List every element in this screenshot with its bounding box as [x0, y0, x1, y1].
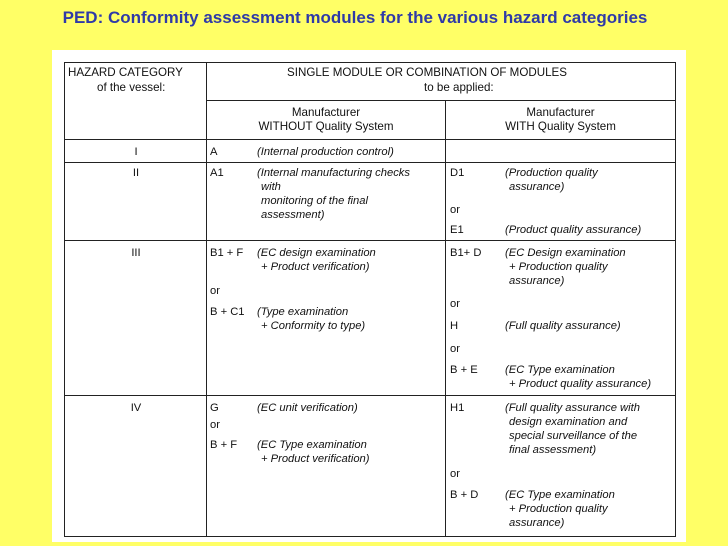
header-hazard-category: HAZARD CATEGORY: [68, 66, 183, 79]
header-hazard-category-sub: of the vessel:: [97, 81, 166, 94]
module-or: or: [450, 298, 460, 310]
module-code: E1: [450, 224, 464, 236]
module-description: + Production quality: [509, 261, 608, 273]
module-description: (Full quality assurance): [505, 320, 621, 332]
module-code: B + D: [450, 489, 479, 501]
module-description: (EC design examination: [257, 247, 376, 259]
table-border-left: [64, 62, 65, 537]
header-with-qs: Manufacturer: [526, 106, 595, 119]
module-description: + Conformity to type): [261, 320, 366, 332]
module-description: assurance): [509, 517, 565, 529]
row-divider-subheader: [64, 139, 676, 140]
module-or: or: [450, 204, 460, 216]
module-description: (EC Type examination: [505, 489, 615, 501]
module-description: + Product verification): [261, 453, 370, 465]
module-description: assurance): [509, 275, 565, 287]
module-description: (Full quality assurance with: [505, 402, 640, 414]
module-description: special surveillance of the: [509, 430, 638, 442]
module-code: D1: [450, 167, 465, 179]
module-or: or: [210, 419, 220, 431]
page-title: PED: Conformity assessment modules for the various hazard categories: [62, 8, 648, 27]
module-description: (EC Type examination: [257, 439, 367, 451]
module-description: final assessment): [509, 444, 597, 456]
module-code: G: [210, 402, 219, 414]
module-description: (EC Type examination: [505, 364, 615, 376]
module-description: (Type examination: [257, 306, 349, 318]
header-without-qs-sub: WITHOUT Quality System: [258, 120, 394, 133]
module-description: (Internal manufacturing checks: [257, 167, 410, 179]
module-code: B + E: [450, 364, 478, 376]
module-description: + Product quality assurance): [509, 378, 652, 390]
module-code: A1: [210, 167, 224, 179]
header-without-qs: Manufacturer: [291, 106, 361, 119]
module-code: A: [210, 146, 218, 158]
table-border-bottom: [64, 536, 676, 537]
module-code: H: [450, 320, 459, 332]
module-code: H1: [450, 402, 465, 414]
module-description: (Production quality: [505, 167, 598, 179]
row-divider-header: [207, 100, 675, 101]
module-or: or: [450, 343, 460, 355]
module-code: B + C1: [210, 306, 245, 318]
row-divider-cat2: [64, 240, 676, 241]
category-label: II: [132, 167, 140, 179]
module-description: assessment): [261, 209, 325, 221]
module-or: or: [210, 285, 220, 297]
module-description: monitoring of the final: [261, 195, 368, 207]
module-code: B1+ D: [450, 247, 482, 259]
module-description: (Product quality assurance): [505, 224, 642, 236]
table-border-top: [64, 62, 676, 63]
module-description: design examination and: [509, 416, 628, 428]
module-code: B1 + F: [210, 247, 244, 259]
category-label: III: [131, 247, 141, 259]
module-description: with: [261, 181, 281, 193]
row-divider-cat1: [64, 162, 676, 163]
header-modules-sub: to be applied:: [424, 81, 494, 94]
column-divider-quality: [445, 100, 446, 537]
category-label: IV: [130, 402, 142, 414]
module-description: (EC unit verification): [257, 402, 358, 414]
table-border-right: [675, 62, 676, 537]
module-description: assurance): [509, 181, 565, 193]
module-description: + Production quality: [509, 503, 608, 515]
row-divider-cat3: [64, 395, 676, 396]
module-description: + Product verification): [261, 261, 370, 273]
module-or: or: [450, 468, 460, 480]
module-description: (Internal production control): [257, 146, 394, 158]
header-with-qs-sub: WITH Quality System: [505, 120, 616, 133]
header-modules: SINGLE MODULE OR COMBINATION OF MODULES: [287, 66, 567, 79]
module-code: B + F: [210, 439, 238, 451]
category-label: I: [134, 146, 138, 158]
conformity-table: [52, 50, 686, 542]
module-description: (EC Design examination: [505, 247, 626, 259]
